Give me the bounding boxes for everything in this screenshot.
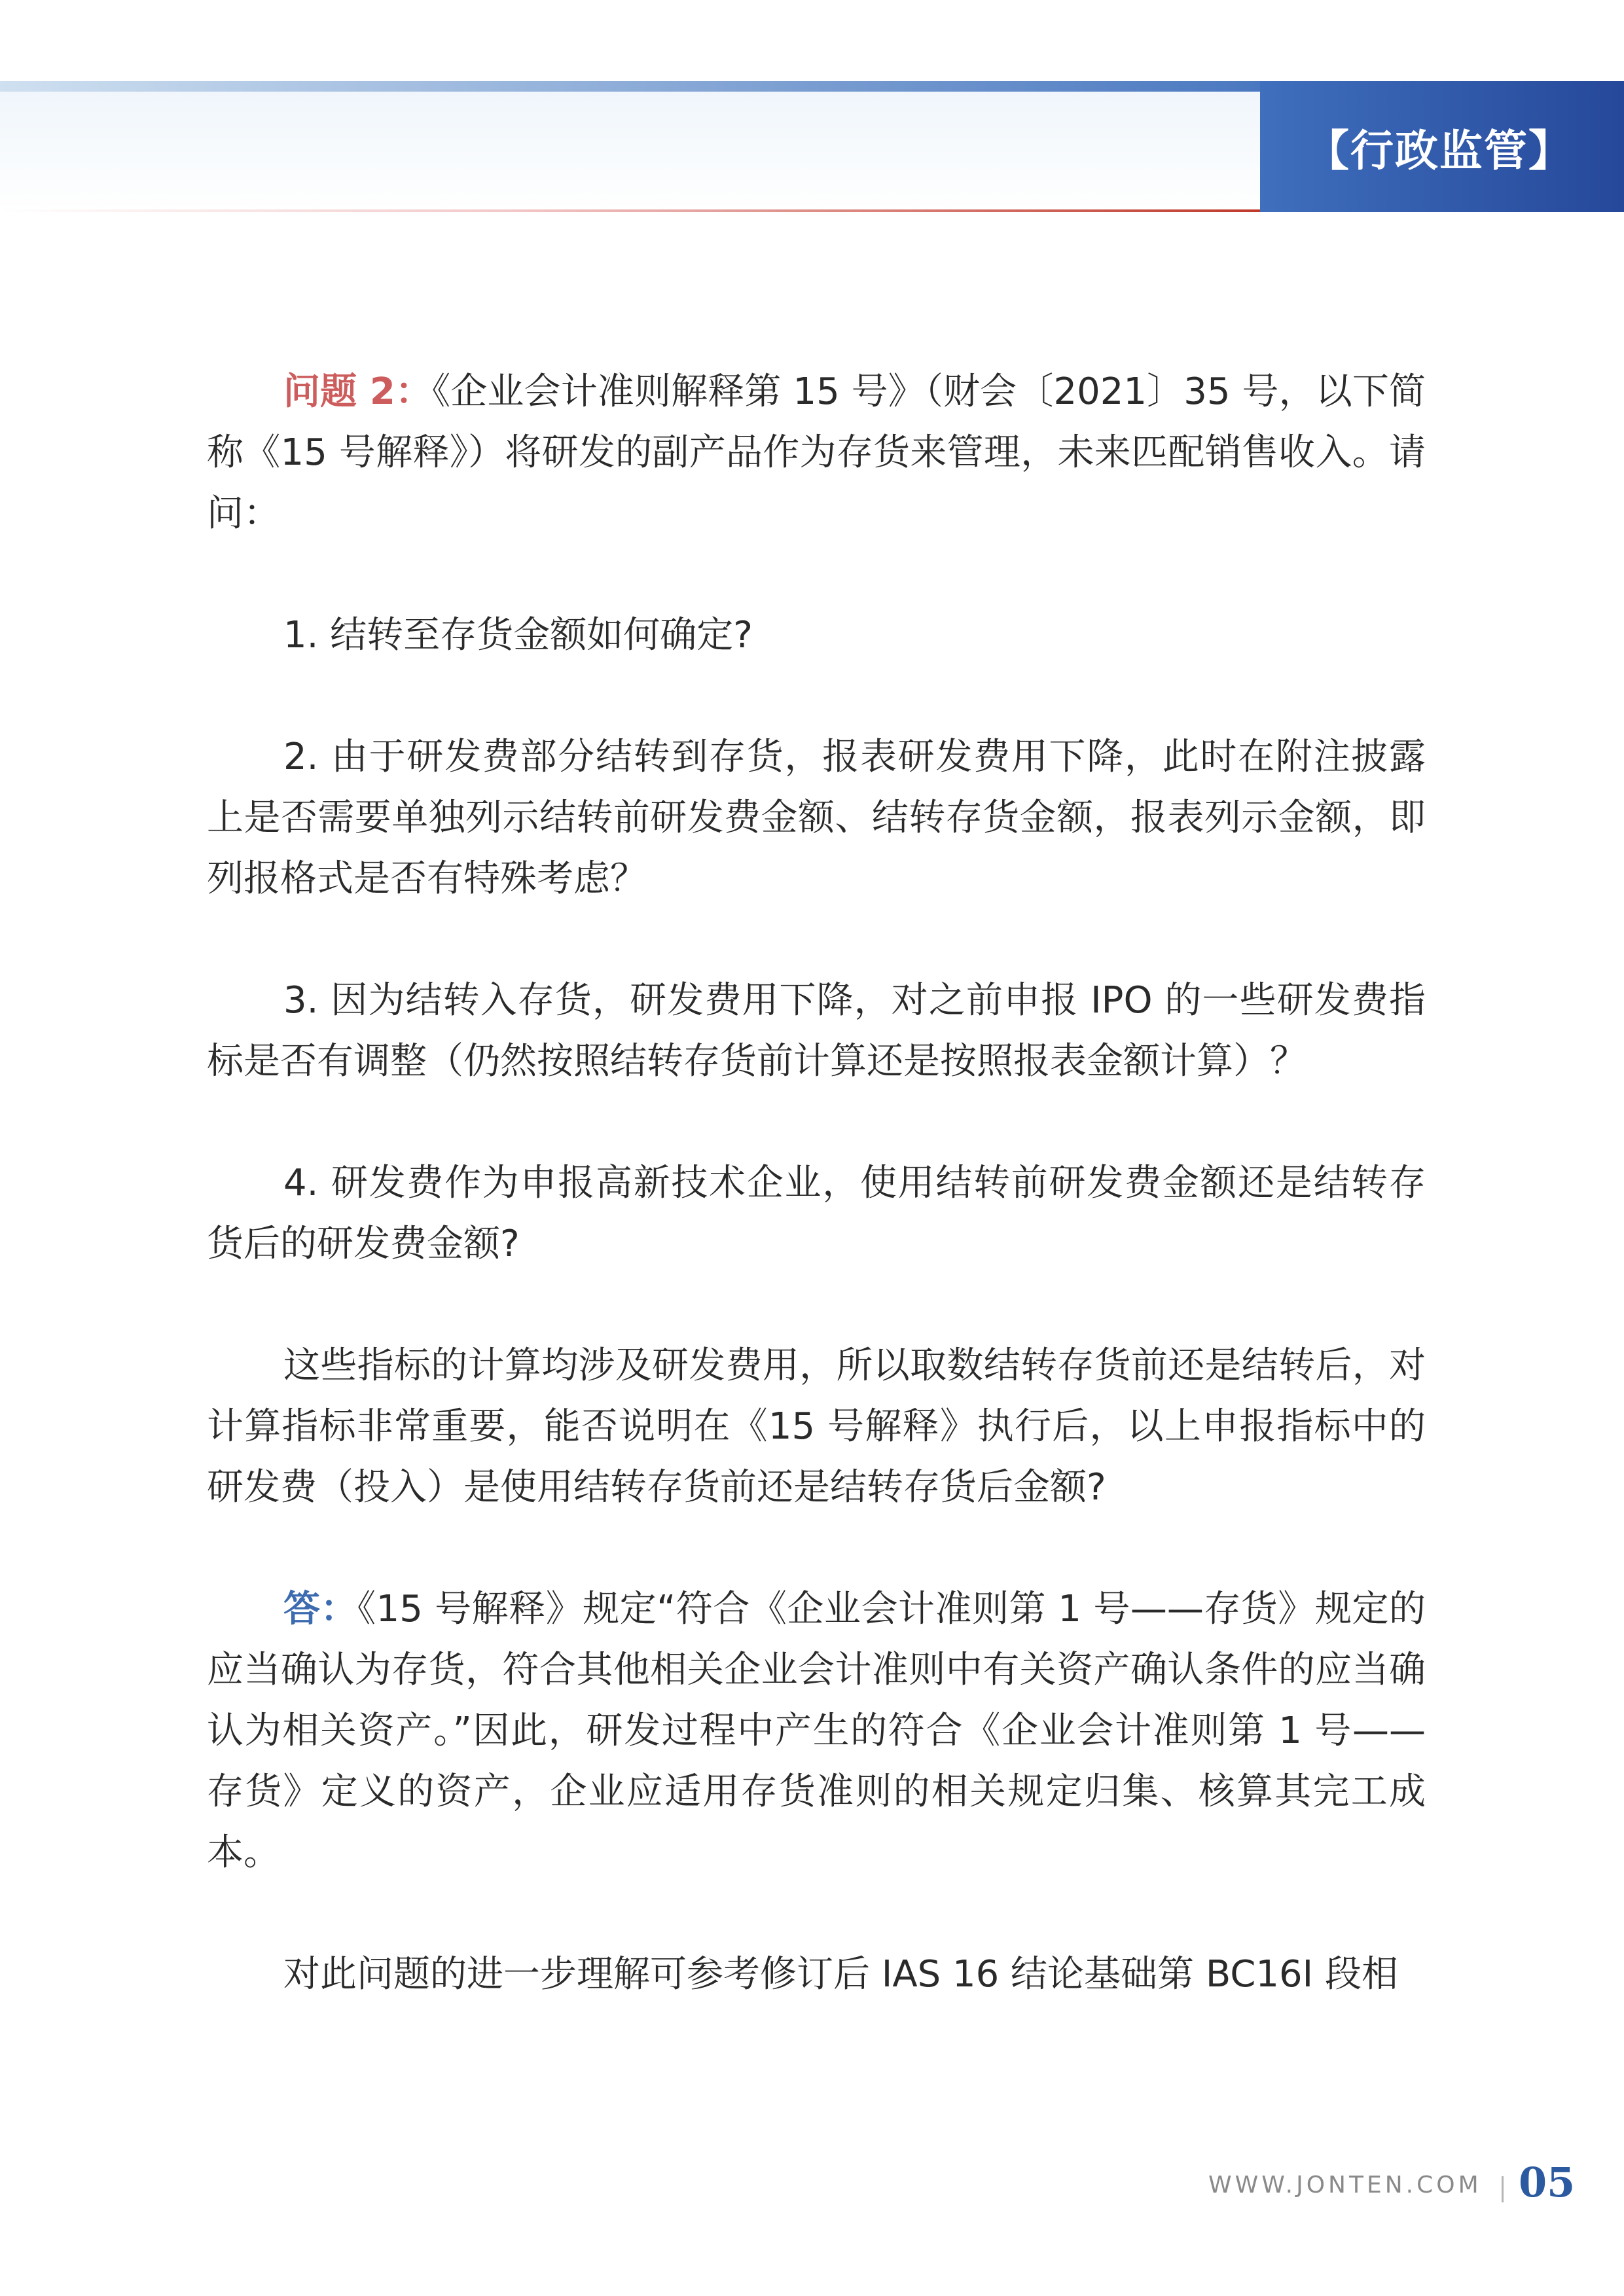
section-tab: 【行政监管】 [1260,81,1624,212]
main-content [207,361,1426,2005]
header-top-line [0,81,1260,92]
question-item-4: 4. 研发费作为申报高新技术企业，使用结转前研发费金额还是结转存货后的研发费金额? [207,1162,1426,1265]
header-accent-line [0,209,1260,212]
footer-url: WWW.JONTEN.COM [1208,2172,1482,2198]
page-number: 05 [1519,2159,1576,2206]
question-intro [207,361,1426,544]
question-item-1: 1. 结转至存货金额如何确定? [283,614,753,656]
answer-paragraph [207,1579,1426,1883]
answer-text: 《15 号解释》规定“符合《企业会计准则第 1 号——存货》规定的应当确认为存货，符合其他相关企业会计准则中有关资产确认条件的应当确认为相关资产。”因此，研发过程中产生的符合《企业会计准则第 1 号——存货》定义的资产，企业应适用存货准则的相关规定归集、核算其完工成本。 [207,1588,1426,1874]
question-item-2: 2. 由于研发费部分结转到存货，报表研发费用下降，此时在附注披露上是否需要单独列示结转前研发费金额、结转存货金额，报表列示金额，即列报格式是否有特殊考虑？ [207,736,1426,900]
question-label: 问题 2： [283,370,433,413]
question-closing: 这些指标的计算均涉及研发费用，所以取数结转存货前还是结转后，对计算指标非常重要，能否说明在《15 号解释》执行后，以上申报指标中的研发费（投入）是使用结转存货前还是结转存货后金额? [207,1344,1426,1509]
footer-separator [1502,2176,1504,2202]
answer-label: 答： [283,1588,358,1630]
header-band [0,81,1260,212]
question-item-3: 3. 因为结转入存货，研发费用下降，对之前申报 IPO 的一些研发费指标是否有调整（仍然按照结转存货前计算还是按照报表金额计算）？ [207,979,1426,1083]
answer-followup: 对此问题的进一步理解可参考修订后 IAS 16 结论基础第 BC16I 段相 [283,1953,1398,1996]
question-intro-text: 《企业会计准则解释第 15 号》（财会〔2021〕35 号，以下简称《15 号解释》）将研发的副产品作为存货来管理，未来匹配销售收入。请问： [207,370,1426,535]
